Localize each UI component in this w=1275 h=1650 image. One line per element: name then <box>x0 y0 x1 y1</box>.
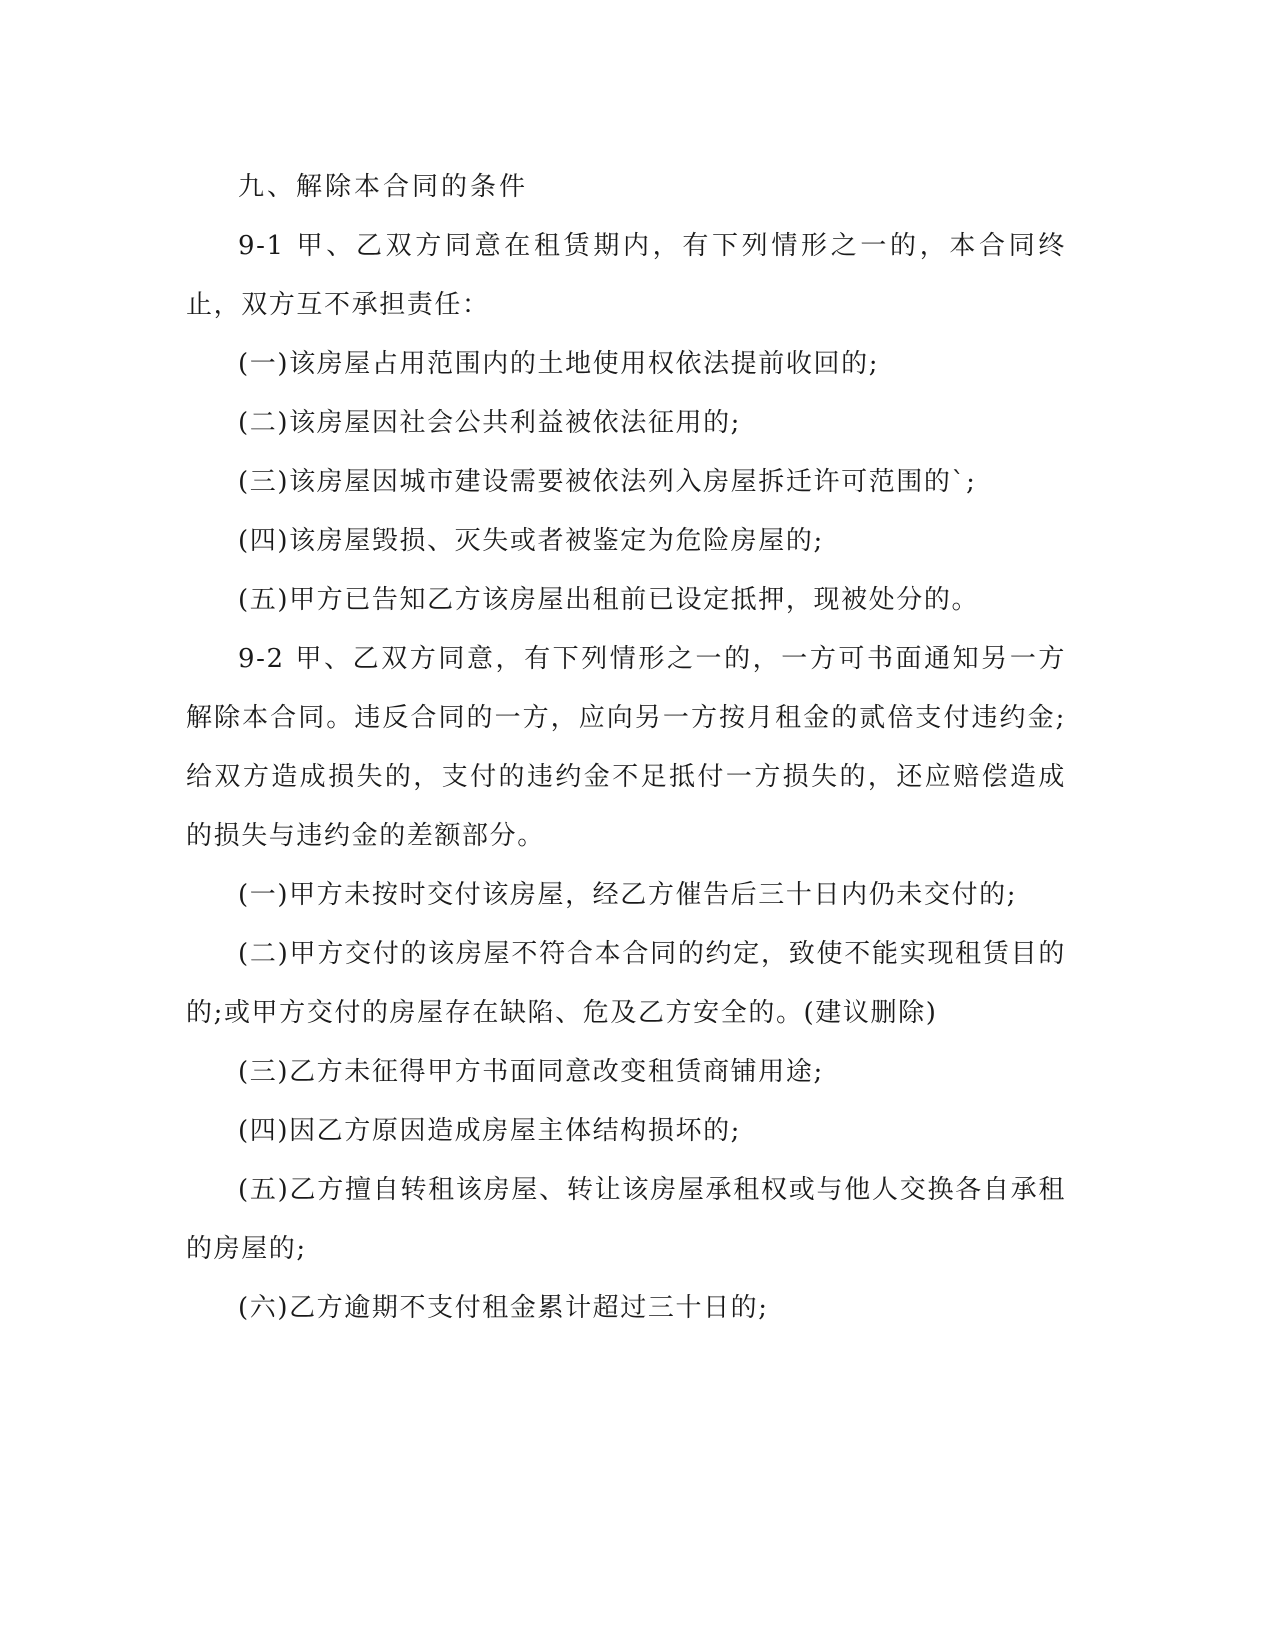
clause-9-2-item-3: (三)乙方未征得甲方书面同意改变租赁商铺用途; <box>238 1057 824 1087</box>
clause-9-2-item-6: (六)乙方逾期不支付租金累计超过三十日的; <box>238 1293 769 1323</box>
clause-9-2-item-4: (四)因乙方原因造成房屋主体结构损坏的; <box>238 1116 742 1146</box>
clause-9-1-item-4: (四)该房屋毁损、灭失或者被鉴定为危险房屋的; <box>238 526 824 556</box>
clause-9-1-item-1: (一)该房屋占用范围内的土地使用权依法提前收回的; <box>238 349 880 379</box>
clause-9-1-item-5: (五)甲方已告知乙方该房屋出租前已设定抵押，现被处分的。 <box>238 585 980 615</box>
clause-9-2-item-5: (五)乙方擅自转租该房屋、转让该房屋承租权或与他人交换各自承租的房屋的; <box>186 1175 1066 1264</box>
clause-9-2-item-2: (二)甲方交付的该房屋不符合本合同的约定，致使不能实现租赁目的的;或甲方交付的房屋存在缺陷、危及乙方安全的。(建议删除) <box>186 939 1066 1028</box>
clause-9-1: 9-1 甲、乙双方同意在租赁期内，有下列情形之一的，本合同终止，双方互不承担责任： <box>186 231 1066 320</box>
clause-9-1-item-3: (三)该房屋因城市建设需要被依法列入房屋拆迁许可范围的`; <box>238 467 977 497</box>
clause-9-2-item-1: (一)甲方未按时交付该房屋，经乙方催告后三十日内仍未交付的; <box>238 880 1018 910</box>
document-body <box>186 158 1066 1338</box>
section-heading: 九、解除本合同的条件 <box>238 172 529 202</box>
clause-9-2: 9-2 甲、乙双方同意，有下列情形之一的，一方可书面通知另一方解除本合同。违反合同的一方，应向另一方按月租金的贰倍支付违约金;给双方造成损失的，支付的违约金不足抵付一方损失的，还应赔偿造成的损失与违约金的差额部分。 <box>186 644 1066 851</box>
clause-9-1-item-2: (二)该房屋因社会公共利益被依法征用的; <box>238 408 742 438</box>
